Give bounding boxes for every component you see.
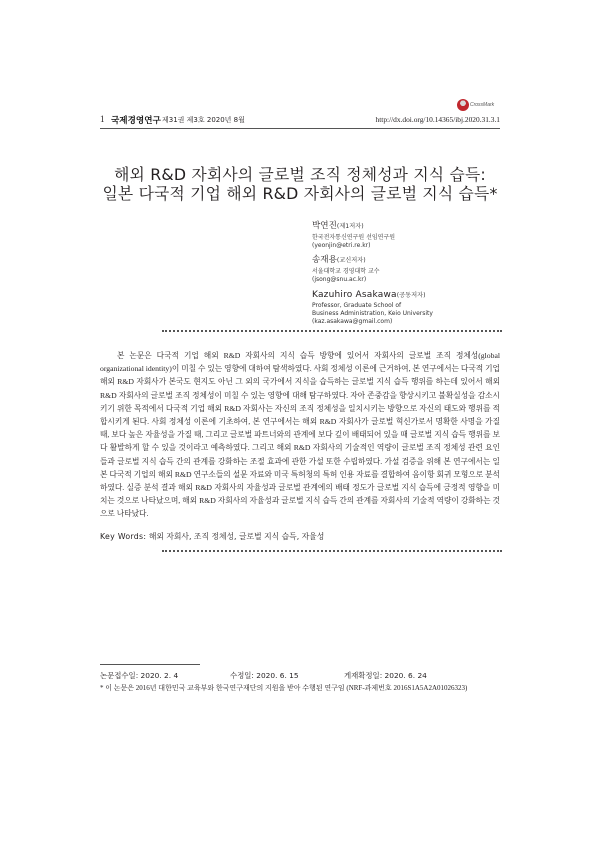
author-block-1 <box>312 213 395 250</box>
revised-date: 수정일: 2020. 6. 15 <box>230 671 299 680</box>
keywords-line <box>100 531 324 542</box>
funding-footnote: * 이 논문은 2016년 대한민국 교육부와 한국연구재단의 지원을 받아 수행된 연구임 (NRF-과제번호 2016S1A5A2A01026323) <box>100 684 468 692</box>
header-rule <box>100 128 500 129</box>
author-name: Kazuhiro Asakawa <box>312 290 397 300</box>
author-role: (공동저자) <box>396 292 426 299</box>
author-affiliation: 한국전자통신연구원 선임연구원 <box>312 234 396 241</box>
journal-name: 국제경영연구 <box>111 116 161 126</box>
title-line-1: 해외 R&D 자회사의 글로벌 조직 정체성과 지식 습득: <box>114 165 486 184</box>
crossmark-icon <box>457 99 469 111</box>
author-block-3 <box>312 282 433 326</box>
accepted-date: 게재확정일: 2020. 6. 24 <box>344 671 427 680</box>
author-role: (교신저자) <box>336 257 366 264</box>
author-name: 송재용 <box>312 255 337 265</box>
abstract-body: 본 논문은 다국적 기업 해외 R&D 자회사의 지식 습득 방향에 있어서 자회사의 글로벌 조직 정체성(global organizational identity)이 미칠 수 있는 영향에 대하여 탐색하였다. 사회 정체성 이론에 근거하여, 본 연구에서는 다국적 기업 해외 R&D 자회사가 본국도 현지도 아닌 그 외의 국가에서 지식을 습득하는 글로벌 지식 습득 행위를 하는데 있어서 해외 R&D 자회사의 글로벌 조직 정체성이 미칠 수 있는 영향에 대해 탐구하였다. 자아 존중감을 향상시키고 불확실성을 감소시키기 위한 목적에서 다국적 기업 해외 R&D 자회사는 자신의 조직 정체성을 일치시키는 방향으로 자신의 태도와 행위를 적합시키게 된다. 사회 정체성 이론에 기초하여, 본 연구에서는 해외 R&D 자회사가 글로벌 혁신가로서 명확한 사명을 가질 때, 보다 높은 자율성을 가질 때, 그리고 글로벌 파트너와의 관계에 보다 깊이 배태되어 있을 때 글로벌 지식 습득 행위를 보다 활발하게 할 수 있을 것이라고 예측하였다. 그리고 해외 R&D 자회사의 기술적인 역량이 글로벌 조직 정체성 관련 요인들과 글로벌 지식 습득 간의 관계를 강화하는 조절 효과에 관한 가설 또한 수립하였다. 가설 검증을 위해 본 연구에서는 일본 다국적 기업의 해외 R&D 연구소들의 설문 자료와 미국 특허청의 특허 인용 자료를 결합하여 음이항 회귀 모형으로 분석하였다. 실증 분석 결과 해외 R&D 자회사의 자율성과 글로벌 관계에의 배태 정도가 글로벌 지식 습득에 긍정적 영향을 미치는 것으로 나타났으며, 해외 R&D 자회사의 자율성과 글로벌 지식 습득 간의 관계를 자회사의 기술적 역량이 강화하는 것으로 나타났다. <box>100 351 500 519</box>
author-email: (kaz.asakawa@gmail.com) <box>312 318 393 325</box>
keywords-text: 해외 자회사, 조직 정체성, 글로벌 지식 습득, 자율성 <box>148 532 325 541</box>
author-affiliation: Business Administration, Keio University <box>312 310 433 317</box>
author-email: (jsong@snu.ac.kr) <box>312 276 367 283</box>
page-number: 1 <box>100 114 105 124</box>
submission-dates <box>100 670 500 682</box>
author-affiliation: Professor, Graduate School of <box>312 302 402 309</box>
author-affiliation: 서울대학교 경영대학 교수 <box>312 268 380 275</box>
doi-link[interactable]: http://dx.doi.org/10.14365/ibj.2020.31.3.1 <box>375 115 500 124</box>
title-line-2: 일본 다국적 기업 해외 R&D 자회사의 글로벌 지식 습득* <box>102 184 498 203</box>
dotted-divider-top <box>162 330 502 332</box>
crossmark-badge[interactable] <box>457 99 517 113</box>
crossmark-label: CrossMark <box>470 102 495 108</box>
footnote-rule <box>100 664 200 665</box>
dotted-divider-bottom <box>162 550 502 552</box>
received-date: 논문접수일: 2020. 2. 4 <box>100 671 179 680</box>
keywords-label: Key Words: <box>100 532 147 541</box>
author-email: (yeonjin@etri.re.kr) <box>312 242 371 249</box>
volume-info: 제31권 제3호 2020년 8월 <box>162 116 245 124</box>
author-block-2 <box>312 247 380 284</box>
author-name: 박연진 <box>312 221 337 231</box>
running-header <box>100 114 500 128</box>
author-role: (제1저자) <box>336 223 364 230</box>
